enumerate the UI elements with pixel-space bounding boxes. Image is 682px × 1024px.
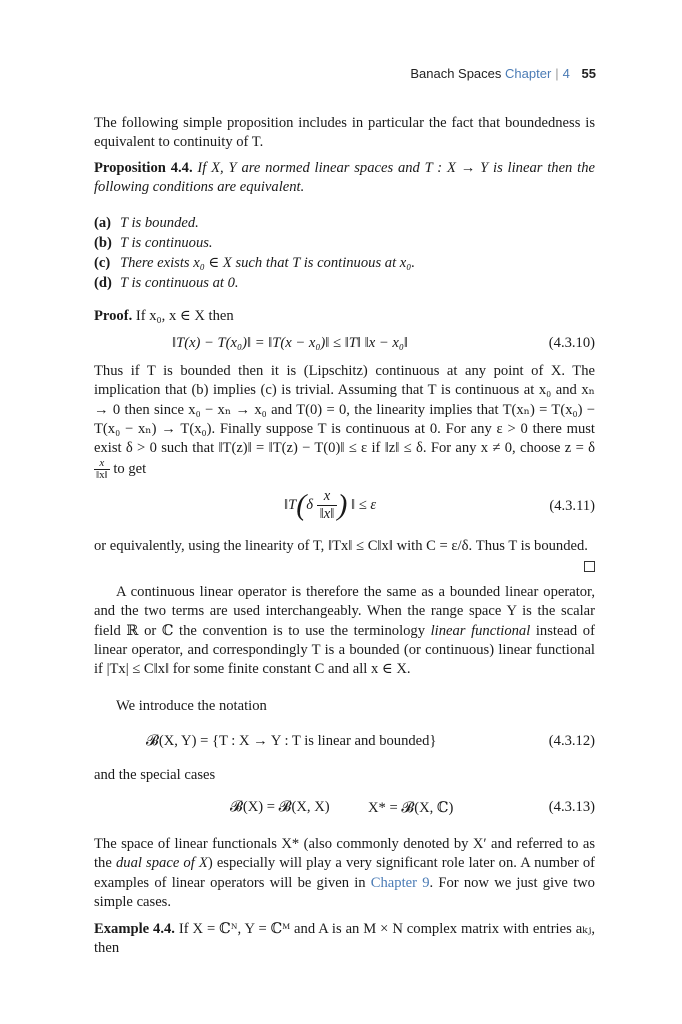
- proof-conclusion: or equivalently, using the linearity of T, ‖Tx‖ ≤ C‖x‖ with C = ε/δ. Thus T is bounded.: [94, 537, 595, 572]
- list-item: (a) T is bounded.: [94, 215, 199, 231]
- list-item: (d) T is continuous at 0.: [94, 275, 239, 291]
- example: Example 4.4. If X = ℂᴺ, Y = ℂᴹ and A is an M × N complex matrix with entries aₖⱼ, then: [94, 921, 596, 957]
- equation-body: ‖T(x) − T(x₀)‖ = ‖T(x − x₀)‖ ≤ ‖T‖ ‖x − x₀‖: [172, 335, 409, 351]
- proposition-label: Proposition 4.4.: [94, 160, 193, 176]
- equation-number: (4.3.11): [549, 498, 595, 514]
- equation-4-3-10: [94, 335, 595, 357]
- operator-paragraph: A continuous linear operator is therefore the same as a bounded linear operator, and the two terms are used interchangeably. When the range space Y is the scalar field ℝ or ℂ the convention is to use the terminology linear functional instead of linear operator, and correspondingly T is a bounded (or continuous) linear functional if |Tx| ≤ C‖x‖ for some finite constant C and all x ∈ X.: [94, 584, 595, 678]
- proposition: [94, 159, 595, 198]
- list-item: (c) There exists x₀ ∈ X such that T is continuous at x₀.: [94, 255, 415, 271]
- equation-number: (4.3.10): [548, 335, 595, 351]
- equation-4-3-11: [94, 486, 595, 530]
- running-header: [410, 66, 596, 81]
- special-cases-text: and the special cases: [94, 767, 216, 783]
- chapter-label: Chapter: [505, 66, 552, 81]
- running-title: Banach Spaces: [410, 66, 502, 81]
- proof-lead: Proof. If x₀, x ∈ X then: [94, 308, 234, 324]
- equation-body-b: X* = 𝓑(X, ℂ): [368, 800, 454, 816]
- equation-4-3-13: [94, 799, 595, 821]
- example-label: Example 4.4.: [94, 921, 175, 937]
- proposition-items: [94, 213, 595, 293]
- proof-body: Thus if T is bounded then it is (Lipschitz) continuous at any point of X. The implication that (b) implies (c) is trivial. Assuming that T is continuous at x₀ and xₙ → 0 then since x₀ − xₙ → x₀ and T(0) = 0, the linearity implies that T(xₙ) = T(x₀) − T(x₀ − xₙ) → T(x₀). Finally suppose T is continuous at 0. For any ε > 0 there must exist δ > 0 such that ‖T(z)‖ = ‖T(z) − T(0)‖ ≤ ε if ‖z‖ ≤ δ. For any x ≠ 0, choose z = δ $\frac{x}{‖x‖}$ to get: [94, 363, 595, 482]
- proof-label: Proof.: [94, 308, 133, 324]
- equation-number: (4.3.13): [548, 799, 595, 815]
- proposition-statement: If X, Y are normed linear spaces and T : X → Y is linear then the following conditions are equivalent.: [94, 160, 595, 196]
- chapter-number: 4: [562, 66, 570, 81]
- equation-body: 𝓑(X, Y) = {T : X → Y : T is linear and bounded}: [146, 733, 437, 749]
- page-number: 55: [581, 66, 596, 81]
- chapter-separator: |: [555, 66, 559, 81]
- qed-icon: [584, 561, 595, 572]
- notation-intro: We introduce the notation: [116, 698, 267, 714]
- equation-body: ‖T(δ $\frac{x}{‖x‖}$ ) ‖ ≤ ε: [284, 488, 377, 522]
- list-item: (b) T is continuous.: [94, 235, 213, 251]
- equation-body-a: 𝓑(X) = 𝓑(X, X): [230, 799, 330, 815]
- equation-4-3-12: [94, 733, 595, 755]
- inline-fraction: $\frac{x}{‖x‖}$: [96, 457, 108, 482]
- intro-paragraph: The following simple proposition includes in particular the fact that boundedness is equivalent to continuity of T.: [94, 115, 595, 151]
- chapter-9-link[interactable]: Chapter 9: [370, 874, 430, 891]
- dual-space-paragraph: The space of linear functionals X* (also commonly denoted by X′ and referred to as the dual space of X) especially will play a very significant role later on. A number of examples of linear operators will be given in Chapter 9. For now we just give two simple cases.: [94, 836, 595, 910]
- equation-number: (4.3.12): [548, 733, 595, 749]
